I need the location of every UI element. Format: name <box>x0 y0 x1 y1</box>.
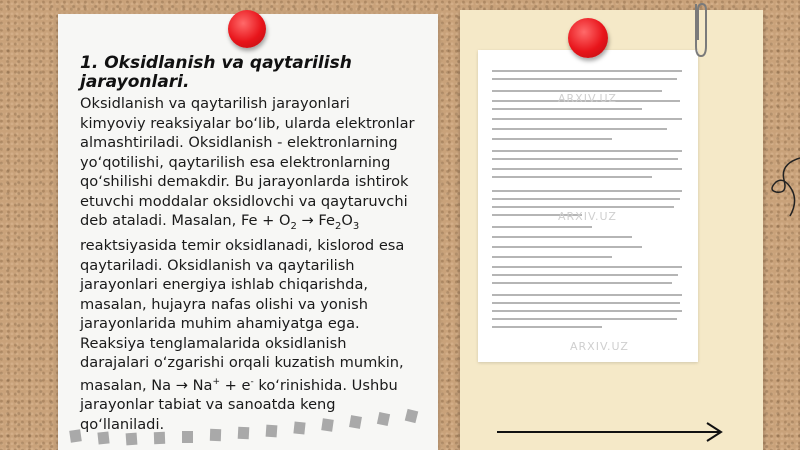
paperclip-icon <box>690 0 712 60</box>
section-paragraph: Oksidlanish va qaytarilish jarayonlari kimyoviy reaksiyalar bo‘lib, ularda elektronlar almashtiriladi. Oksidlanish - elektronlarning yo‘qotilishi, qaytarilish esa elektronlarning qo‘shilishi demakdir. Bu jarayonlarda ishtirok etuvchi moddalar oksidlovchi va qaytaruvchi deb ataladi. Masalan, $Fe + O_2 \to Fe_2O_3$ reaktsiyasida temir oksidlanadi, kislorod esa qaytariladi. Oksidlanish va qaytarilish jarayonlari energiya ishlab chiqarishda, masalan, hujayra nafas olishi va yonish jarayonlarida muhim ahamiyatga ega. Reaksiya tenglamalarida oksidlanish darajalari o‘zgarishi orqali kuzatish mumkin, masalan, Na → Na+ + e- ko‘rinishida. Ushbu jarayonlar tabiat va sanoatda keng qo‘llaniladi. <box>80 95 415 433</box>
pushpin-icon <box>228 10 266 48</box>
section-heading: 1. Oksidlanish va qaytarilish jarayonlari. <box>80 53 352 92</box>
watermark-middle: ARXIV.UZ <box>558 210 617 223</box>
pushpin-icon <box>568 18 608 58</box>
watermark-bottom: ARXIV.UZ <box>570 340 629 353</box>
document-preview <box>478 50 698 362</box>
watermark-top: ARXIV.UZ <box>558 92 617 105</box>
squiggle-decoration-icon <box>770 150 800 220</box>
arrow-right-icon <box>495 420 725 444</box>
